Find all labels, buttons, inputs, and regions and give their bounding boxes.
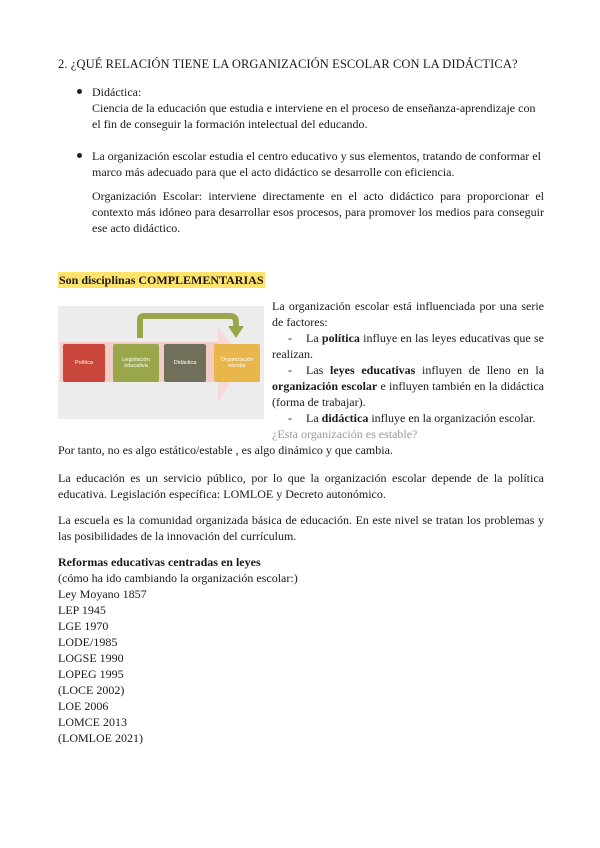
reforms-subtitle: (cómo ha ido cambiando la organización escolar:) xyxy=(58,571,298,585)
bullet-dot xyxy=(77,153,82,158)
law-item: LOPEG 1995 xyxy=(58,667,124,681)
relationship-diagram xyxy=(58,306,264,419)
paragraph-static: Por tanto, no es algo estático/estable , es algo dinámico y que cambia. xyxy=(58,443,393,457)
law-item: (LOMLOE 2021) xyxy=(58,731,143,745)
law-item: LEP 1945 xyxy=(58,603,106,617)
factor-pre: Las xyxy=(306,363,331,377)
factor-item-politica xyxy=(272,330,544,362)
factor-post: e influyen también en la didáctica (forma de trabajar). xyxy=(272,379,544,409)
stability-question: ¿Esta organización es estable? xyxy=(272,427,418,441)
paragraph-school: La escuela es la comunidad organizada básica de educación. En este nivel se tratan los problemas y las posibilidades de la innovación del currículum. xyxy=(58,513,544,543)
law-item: LOGSE 1990 xyxy=(58,651,124,665)
diagram-box-politica: Política xyxy=(63,344,105,382)
factor-bold: política xyxy=(321,331,360,345)
factor-bold: leyes educativas xyxy=(330,363,416,377)
dash: - xyxy=(288,411,292,425)
paragraph-education: La educación es un servicio público, por lo que la organización escolar depende de la política educativa. Legislación específica: LOMLOE y Decreto autonómico. xyxy=(58,471,544,501)
reforms-title: Reformas educativas centradas en leyes xyxy=(58,555,261,569)
law-list xyxy=(58,586,544,746)
bullet1-body: Ciencia de la educación que estudia e interviene en el proceso de enseñanza-aprendizaje con el fin de conseguir la formación intelectual del educando. xyxy=(92,101,536,131)
section-heading: 2. ¿QUÉ RELACIÓN TIENE LA ORGANIZACIÓN ESCOLAR CON LA DIDÁCTICA? xyxy=(58,57,518,71)
dash: - xyxy=(288,331,292,345)
law-item: LGE 1970 xyxy=(58,619,109,633)
law-item: LOMCE 2013 xyxy=(58,715,127,729)
law-item: LOE 2006 xyxy=(58,699,109,713)
law-item: Ley Moyano 1857 xyxy=(58,587,147,601)
factor-bold: didáctica xyxy=(321,411,369,425)
law-item: (LOCE 2002) xyxy=(58,683,125,697)
bullet2-paragraph: Organización Escolar: interviene directamente en el acto didáctico para proporcionar el contexto más idóneo para desarrollar esos procesos, para promover los medios para conseguir ese acto didáctico. xyxy=(92,189,544,235)
dash: - xyxy=(288,363,292,377)
factor-item-leyes xyxy=(272,362,544,410)
factors-intro: La organización escolar está influenciada por una serie de factores: xyxy=(272,299,544,329)
complementary-highlight: Son disciplinas COMPLEMENTARIAS xyxy=(59,273,264,287)
diagram-box-didactica: Didáctica xyxy=(164,344,206,382)
factor-post: influye en las leyes educativas que se realizan. xyxy=(272,331,544,361)
factor-pre: La xyxy=(306,331,322,345)
factor-pre: La xyxy=(306,411,322,425)
factor-mid: influyen de lleno en la xyxy=(415,363,545,377)
bullet-dot xyxy=(77,89,82,94)
law-item: LODE/1985 xyxy=(58,635,118,649)
factor-bold: organización escolar xyxy=(272,379,378,393)
diagram-box-organizacion: Organización escolar xyxy=(214,344,260,382)
factor-post: influye en la organización escolar. xyxy=(368,411,536,425)
bullet1-title: Didáctica: xyxy=(92,85,142,99)
factor-item-didactica xyxy=(272,410,544,426)
diagram-box-legislacion: Legislación educativa xyxy=(113,344,159,382)
diagram-arrow-head xyxy=(228,326,244,338)
bullet2-body: La organización escolar estudia el centro educativo y sus elementos, tratando de conformar el marco más adecuado para que el acto didáctico se desarrolle con eficiencia. xyxy=(92,149,541,179)
